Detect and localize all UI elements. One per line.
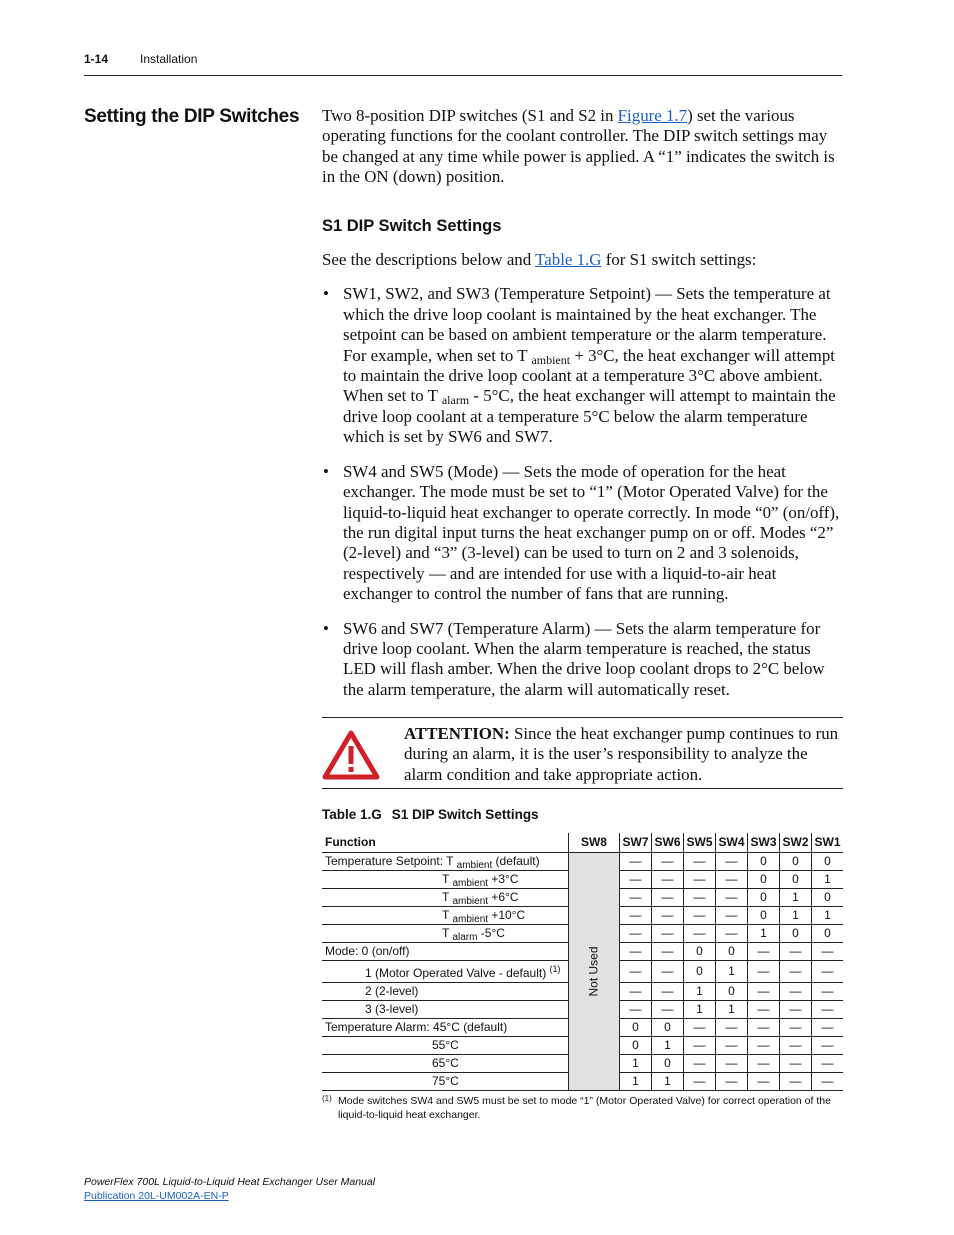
function-cell bbox=[322, 1037, 568, 1055]
bullet-icon: • bbox=[323, 618, 329, 638]
subscript: ambient bbox=[452, 896, 489, 907]
function-text: +10°C bbox=[488, 908, 526, 922]
function-text: -5°C bbox=[477, 926, 505, 940]
function-cell bbox=[322, 961, 568, 983]
figure-link[interactable]: Figure 1.7 bbox=[617, 106, 688, 125]
subscript: ambient bbox=[452, 878, 489, 889]
header-divider bbox=[84, 75, 842, 76]
switch-value: — bbox=[652, 943, 684, 961]
bullet-icon: • bbox=[323, 461, 329, 481]
switch-value: 0 bbox=[684, 943, 716, 961]
switch-value: — bbox=[716, 925, 748, 943]
function-text: T bbox=[442, 890, 453, 904]
switch-value: — bbox=[620, 853, 652, 871]
switch-value: — bbox=[684, 1073, 716, 1091]
switch-value: — bbox=[652, 853, 684, 871]
intro-text-a: Two 8-position DIP switches (S1 and S2 in bbox=[322, 106, 618, 125]
attention-label: ATTENTION: bbox=[404, 724, 510, 743]
not-used-cell bbox=[568, 853, 619, 1091]
switch-value: 0 bbox=[748, 853, 780, 871]
function-text: 65°C bbox=[432, 1056, 459, 1070]
switch-value: 1 bbox=[716, 1001, 748, 1019]
page-header bbox=[84, 52, 842, 66]
switch-value: 0 bbox=[748, 889, 780, 907]
switch-value: 0 bbox=[812, 853, 844, 871]
switch-value: 1 bbox=[652, 1037, 684, 1055]
switch-value: — bbox=[748, 961, 780, 983]
switch-value: — bbox=[620, 961, 652, 983]
col-header: SW3 bbox=[748, 833, 780, 853]
bullet-item-alarm bbox=[322, 619, 842, 701]
switch-value: 0 bbox=[812, 925, 844, 943]
switch-value: — bbox=[716, 889, 748, 907]
function-text: Mode: 0 (on/off) bbox=[325, 944, 410, 958]
function-cell bbox=[322, 983, 568, 1001]
see-text-b: for S1 switch settings: bbox=[601, 250, 757, 270]
switch-value: — bbox=[812, 1037, 844, 1055]
function-cell bbox=[322, 1055, 568, 1073]
switch-value: — bbox=[812, 1019, 844, 1037]
function-cell bbox=[322, 907, 568, 925]
table-link[interactable]: Table 1.G bbox=[535, 250, 602, 270]
table-header-row bbox=[322, 833, 843, 853]
switch-value: — bbox=[684, 1055, 716, 1073]
bullet-item-setpoint bbox=[322, 284, 842, 447]
function-text: Temperature Alarm: 45°C (default) bbox=[325, 1020, 508, 1034]
switch-value: — bbox=[716, 871, 748, 889]
switch-value: — bbox=[652, 961, 684, 983]
function-cell bbox=[322, 853, 568, 871]
page-number: 1-14 bbox=[84, 52, 109, 66]
switch-value: — bbox=[684, 871, 716, 889]
switch-value: — bbox=[620, 943, 652, 961]
attention-text bbox=[404, 724, 844, 785]
function-cell bbox=[322, 1001, 568, 1019]
switch-value: — bbox=[620, 871, 652, 889]
switch-value: — bbox=[652, 889, 684, 907]
switch-value: — bbox=[620, 925, 652, 943]
col-header: SW1 bbox=[812, 833, 844, 853]
switch-value: 0 bbox=[780, 925, 812, 943]
switch-value: — bbox=[812, 983, 844, 1001]
switch-value: — bbox=[748, 1073, 780, 1091]
switch-value: — bbox=[684, 1037, 716, 1055]
switch-value: 0 bbox=[620, 1019, 652, 1037]
table-title: S1 DIP Switch Settings bbox=[391, 807, 539, 822]
subscript: ambient bbox=[531, 352, 571, 367]
switch-value: — bbox=[780, 1037, 812, 1055]
switch-value: — bbox=[748, 1055, 780, 1073]
switch-value: — bbox=[812, 1073, 844, 1091]
see-text-a: See the descriptions below and bbox=[322, 250, 536, 270]
switch-value: 0 bbox=[652, 1019, 684, 1037]
function-cell bbox=[322, 1019, 568, 1037]
switch-value: — bbox=[780, 1019, 812, 1037]
switch-value: — bbox=[716, 1019, 748, 1037]
switch-value: — bbox=[716, 1055, 748, 1073]
intro-text-b: ) set the various operating functions for the coolant controller. The DIP switch settings may be changed at any time while power is applied. A “1” indicates the switch is in the ON (down) position. bbox=[322, 106, 835, 187]
switch-value: — bbox=[780, 1055, 812, 1073]
bullet-text: SW6 and SW7 (Temperature Alarm) — Sets the alarm temperature for drive loop coolant. When the alarm temperature is reached, the status LED will flash amber. When the drive loop coolant drops to 2°C below the alarm temperature, the alarm will automatically reset. bbox=[343, 618, 825, 699]
switch-value: — bbox=[748, 1001, 780, 1019]
function-text: 3 (3-level) bbox=[365, 1002, 419, 1016]
warning-triangle-icon bbox=[322, 730, 380, 785]
switch-value: — bbox=[780, 961, 812, 983]
switch-value: — bbox=[780, 983, 812, 1001]
function-text: T bbox=[442, 926, 453, 940]
function-text: (default) bbox=[492, 854, 540, 868]
switch-value: 0 bbox=[684, 961, 716, 983]
switch-value: — bbox=[652, 925, 684, 943]
col-header: SW8 bbox=[568, 833, 619, 853]
bullet-text: SW1, SW2, and SW3 (Temperature Setpoint) — Sets the temperature at which the drive loop coolant is maintained by the heat exchanger. The setpoint can be based on ambient temperature or the alarm temperature. For example, when set to T bbox=[343, 284, 831, 365]
switch-value: 1 bbox=[780, 907, 812, 925]
switch-value: — bbox=[812, 1001, 844, 1019]
switch-value: 0 bbox=[780, 871, 812, 889]
bullet-text: - 5°C, the heat exchanger will attempt to maintain the drive loop coolant at a temperature 5°C below the alarm temperature which is set by SW6 and SW7. bbox=[343, 386, 836, 447]
switch-value: — bbox=[716, 1073, 748, 1091]
table-row bbox=[322, 853, 843, 871]
section-name: Installation bbox=[140, 52, 198, 66]
page-footer bbox=[84, 1175, 375, 1203]
col-header: Function bbox=[322, 833, 568, 853]
not-used-label: Not Used bbox=[586, 946, 601, 997]
bullet-text: + 3°C, the heat exchanger will attempt to maintain the drive loop coolant at a temperature 3°C above ambient. When set to T bbox=[343, 345, 835, 406]
switch-value: — bbox=[684, 925, 716, 943]
function-text: T bbox=[442, 908, 453, 922]
switch-value: 0 bbox=[716, 983, 748, 1001]
col-header: SW4 bbox=[716, 833, 748, 853]
function-text: 1 (Motor Operated Valve - default) bbox=[365, 966, 550, 980]
switch-value: 0 bbox=[812, 889, 844, 907]
bullet-list bbox=[322, 284, 842, 700]
section-heading: Setting the DIP Switches bbox=[84, 106, 300, 127]
bullet-text: SW4 and SW5 (Mode) — Sets the mode of operation for the heat exchanger. The mode must be set to “1” (Motor Operated Valve) for the liquid-to-liquid heat exchanger to operate correctly. In mode “0” (on/off), the run digital input turns the heat exchanger pump on or off. Modes “2” (2-level) and “3” (3-level) can be used to turn on 2 and 3 solenoids, respectively — and are intended for use with a liquid-to-air heat exchanger to control the number of fans that are running. bbox=[343, 461, 840, 604]
switch-value: — bbox=[780, 1001, 812, 1019]
switch-value: 0 bbox=[748, 907, 780, 925]
bullet-icon: • bbox=[323, 284, 329, 304]
switch-value: — bbox=[620, 1001, 652, 1019]
col-header: SW7 bbox=[620, 833, 652, 853]
main-column bbox=[322, 106, 842, 714]
subscript: alarm bbox=[441, 393, 470, 408]
switch-value: — bbox=[652, 871, 684, 889]
switch-value: — bbox=[812, 1055, 844, 1073]
switch-value: — bbox=[684, 1019, 716, 1037]
switch-value: — bbox=[620, 983, 652, 1001]
switch-value: — bbox=[748, 943, 780, 961]
switch-value: — bbox=[620, 907, 652, 925]
footnote-ref: (1) bbox=[549, 964, 561, 974]
subscript: alarm bbox=[452, 932, 478, 943]
switch-value: — bbox=[780, 1073, 812, 1091]
switch-value: 1 bbox=[748, 925, 780, 943]
switch-value: — bbox=[748, 1019, 780, 1037]
function-text: 2 (2-level) bbox=[365, 984, 419, 998]
intro-paragraph bbox=[322, 106, 842, 188]
switch-value: 1 bbox=[812, 907, 844, 925]
switch-value: — bbox=[812, 943, 844, 961]
switch-value: 1 bbox=[684, 983, 716, 1001]
switch-value: — bbox=[716, 907, 748, 925]
function-cell bbox=[322, 871, 568, 889]
function-text: T bbox=[442, 872, 453, 886]
function-text: Temperature Setpoint: T bbox=[325, 854, 457, 868]
function-cell bbox=[322, 925, 568, 943]
bullet-item-mode bbox=[322, 462, 842, 605]
switch-value: 1 bbox=[620, 1073, 652, 1091]
see-paragraph bbox=[322, 250, 842, 270]
function-text: 55°C bbox=[432, 1038, 459, 1052]
switch-value: 1 bbox=[716, 961, 748, 983]
switch-value: 0 bbox=[716, 943, 748, 961]
subscript: ambient bbox=[452, 914, 489, 925]
attention-body: Since the heat exchanger pump continues to run during an alarm, it is the user’s responsibility to analyze the alarm condition and take appropriate action. bbox=[404, 724, 839, 784]
switch-value: — bbox=[716, 853, 748, 871]
switch-value: — bbox=[684, 907, 716, 925]
switch-value: — bbox=[652, 983, 684, 1001]
function-cell bbox=[322, 889, 568, 907]
switch-value: 1 bbox=[780, 889, 812, 907]
switch-value: 0 bbox=[748, 871, 780, 889]
table-caption bbox=[322, 807, 539, 822]
switch-value: 0 bbox=[620, 1037, 652, 1055]
col-header: SW2 bbox=[780, 833, 812, 853]
table-number: Table 1.G bbox=[322, 807, 382, 822]
switch-value: — bbox=[716, 1037, 748, 1055]
manual-title: PowerFlex 700L Liquid-to-Liquid Heat Exchanger User Manual bbox=[84, 1176, 376, 1188]
switch-value: 1 bbox=[684, 1001, 716, 1019]
switch-value: — bbox=[652, 907, 684, 925]
switch-value: 0 bbox=[652, 1055, 684, 1073]
subscript: ambient bbox=[456, 860, 493, 871]
switch-value: — bbox=[812, 961, 844, 983]
switch-value: — bbox=[748, 1037, 780, 1055]
switch-value: — bbox=[620, 889, 652, 907]
footnote-text: Mode switches SW4 and SW5 must be set to mode “1” (Motor Operated Valve) for correct operation of the liquid-to-liquid heat exchanger. bbox=[338, 1095, 831, 1121]
switch-value: — bbox=[684, 889, 716, 907]
attention-box bbox=[322, 717, 843, 789]
footnote-mark: (1) bbox=[322, 1094, 332, 1103]
switch-value: 0 bbox=[780, 853, 812, 871]
function-text: +3°C bbox=[488, 872, 519, 886]
switch-value: 1 bbox=[812, 871, 844, 889]
function-text: 75°C bbox=[432, 1074, 459, 1088]
switch-value: 1 bbox=[652, 1073, 684, 1091]
switch-value: — bbox=[652, 1001, 684, 1019]
dip-switch-table bbox=[322, 833, 843, 1091]
subsection-heading: S1 DIP Switch Settings bbox=[322, 216, 502, 235]
switch-value: — bbox=[684, 853, 716, 871]
switch-value: 1 bbox=[620, 1055, 652, 1073]
col-header: SW5 bbox=[684, 833, 716, 853]
publication-link[interactable]: Publication 20L-UM002A-EN-P bbox=[84, 1190, 229, 1202]
function-cell bbox=[322, 943, 568, 961]
table-footnote bbox=[322, 1094, 842, 1122]
switch-value: — bbox=[748, 983, 780, 1001]
function-text: +6°C bbox=[488, 890, 519, 904]
col-header: SW6 bbox=[652, 833, 684, 853]
function-cell bbox=[322, 1073, 568, 1091]
table-body bbox=[322, 853, 843, 1091]
switch-value: — bbox=[780, 943, 812, 961]
